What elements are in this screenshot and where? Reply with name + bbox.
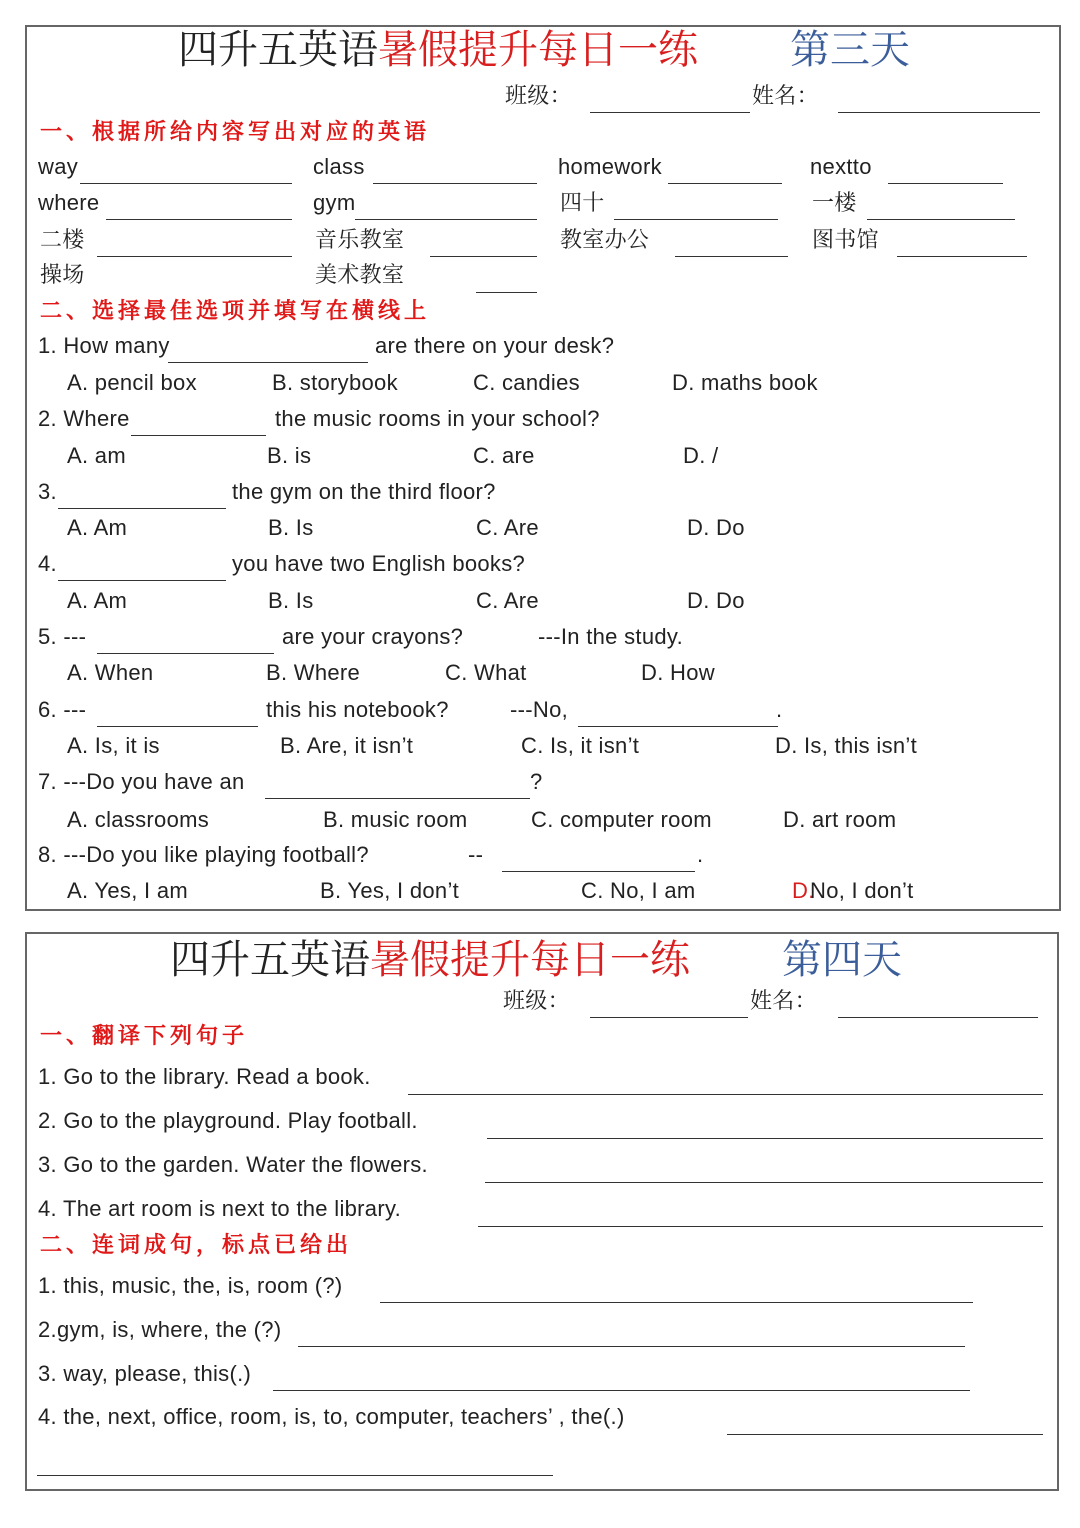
answer-blank[interactable] — [97, 726, 258, 727]
vocab-item: where — [38, 190, 100, 215]
class-blank[interactable] — [590, 1017, 748, 1018]
answer-blank[interactable] — [867, 219, 1015, 220]
question-stem: 4. — [38, 551, 57, 576]
vocab-item: 一楼 — [812, 190, 857, 215]
translate-item: 3. Go to the garden. Water the flowers. — [38, 1152, 428, 1177]
answer-blank[interactable] — [37, 1475, 553, 1476]
title-day: 第四天 — [782, 937, 902, 983]
vocab-item: class — [313, 154, 365, 179]
question-stem: 2. Where — [38, 406, 130, 431]
answer-blank[interactable] — [106, 219, 292, 220]
question-text: are your crayons? — [282, 624, 464, 649]
answer-blank[interactable] — [668, 183, 782, 184]
answer-option: C. candies — [473, 370, 580, 395]
class-label: 班级： — [503, 988, 570, 1013]
answer-option: C. Are — [476, 515, 539, 540]
answer-option: D. art room — [783, 807, 897, 832]
answer-blank[interactable] — [97, 256, 292, 257]
question-punctuation: . — [776, 697, 783, 722]
answer-blank[interactable] — [97, 653, 274, 654]
answer-option: A. classrooms — [67, 807, 210, 832]
answer-option: B. Where — [266, 660, 361, 685]
question-stem: 8. ---Do you like playing football? — [38, 842, 369, 867]
question-text: ? — [530, 769, 543, 794]
answer-blank[interactable] — [888, 183, 1003, 184]
answer-option: D. / — [683, 443, 719, 468]
reorder-item: 1. this, music, the, is, room (?) — [38, 1273, 343, 1298]
vocab-item: way — [38, 154, 79, 179]
reorder-item: 2.gym, is, where, the (?) — [38, 1317, 282, 1342]
question-punctuation: . — [697, 842, 704, 867]
answer-blank[interactable] — [265, 798, 530, 799]
answer-blank[interactable] — [380, 1302, 973, 1303]
title-practice: 暑假提升每日一练 — [370, 937, 690, 983]
question-stem: 1. How many — [38, 333, 170, 358]
name-label: 姓名： — [750, 988, 817, 1013]
title-grade: 四升五英语 — [178, 27, 378, 73]
vocab-item: 操场 — [40, 262, 85, 287]
section-heading: 二、选择最佳选项并填写在横线上 — [40, 298, 431, 323]
question-stem: 6. --- — [38, 697, 87, 722]
question-response: ---In the study. — [538, 624, 683, 649]
question-text: you have two English books? — [232, 551, 526, 576]
answer-blank[interactable] — [131, 435, 266, 436]
vocab-item: homework — [558, 154, 662, 179]
answer-option: B. Yes, I don’t — [320, 878, 460, 903]
worksheet-title — [178, 27, 698, 73]
answer-blank[interactable] — [897, 256, 1027, 257]
answer-option: A. When — [67, 660, 154, 685]
answer-option: A. Am — [67, 515, 128, 540]
answer-blank[interactable] — [614, 219, 778, 220]
reorder-item: 4. the, next, office, room, is, to, computer, teachers’ , the(.) — [38, 1404, 625, 1429]
answer-blank[interactable] — [298, 1346, 965, 1347]
question-response: -- — [468, 842, 484, 867]
question-stem: 5. --- — [38, 624, 87, 649]
vocab-item: 四十 — [560, 190, 605, 215]
answer-blank[interactable] — [373, 183, 537, 184]
name-blank[interactable] — [838, 1017, 1038, 1018]
section-heading: 一、翻译下列句子 — [40, 1023, 249, 1048]
answer-option: C. are — [473, 443, 535, 468]
class-blank[interactable] — [590, 112, 750, 113]
answer-blank[interactable] — [430, 256, 537, 257]
name-label: 姓名： — [752, 83, 819, 108]
answer-blank[interactable] — [273, 1390, 970, 1391]
answer-option: C. No, I am — [581, 878, 696, 903]
answer-option: D. — [792, 878, 815, 903]
question-stem: 3. — [38, 479, 57, 504]
vocab-item: gym — [313, 190, 356, 215]
answer-blank[interactable] — [476, 292, 537, 293]
reorder-item: 3. way, please, this(.) — [38, 1361, 252, 1386]
translate-item: 1. Go to the library. Read a book. — [38, 1064, 371, 1089]
class-label: 班级： — [505, 83, 572, 108]
question-text: the gym on the third floor? — [232, 479, 496, 504]
answer-blank[interactable] — [502, 871, 695, 872]
answer-option: No, I don’t — [810, 878, 914, 903]
vocab-item: 美术教室 — [315, 262, 405, 287]
answer-option: D. Do — [687, 515, 745, 540]
answer-blank[interactable] — [487, 1138, 1043, 1139]
vocab-item: 二楼 — [40, 227, 85, 252]
translate-item: 4. The art room is next to the library. — [38, 1196, 402, 1221]
answer-blank[interactable] — [168, 362, 368, 363]
vocab-item: nextto — [810, 154, 872, 179]
answer-blank[interactable] — [478, 1226, 1043, 1227]
answer-blank[interactable] — [727, 1434, 1043, 1435]
answer-option: A. pencil box — [67, 370, 197, 395]
answer-blank[interactable] — [355, 219, 537, 220]
question-response: ---No, — [510, 697, 569, 722]
worksheet-title — [170, 937, 690, 983]
answer-option: A. Yes, I am — [67, 878, 189, 903]
answer-option: D. How — [641, 660, 715, 685]
answer-blank[interactable] — [408, 1094, 1043, 1095]
title-grade: 四升五英语 — [170, 937, 370, 983]
answer-option: B. Is — [268, 515, 314, 540]
answer-option: D. Is, this isn’t — [775, 733, 918, 758]
translate-item: 2. Go to the playground. Play football. — [38, 1108, 418, 1133]
answer-blank[interactable] — [485, 1182, 1043, 1183]
answer-option: C. Is, it isn’t — [521, 733, 640, 758]
vocab-item: 教室办公 — [560, 227, 650, 252]
title-day: 第三天 — [790, 27, 910, 73]
answer-blank[interactable] — [58, 580, 226, 581]
answer-option: D. Do — [687, 588, 745, 613]
answer-option: B. storybook — [272, 370, 398, 395]
section-heading: 一、根据所给内容写出对应的英语 — [40, 119, 431, 144]
section-heading: 二、连词成句，标点已给出 — [40, 1232, 353, 1257]
question-text: are there on your desk? — [375, 333, 615, 358]
answer-option: A. Is, it is — [67, 733, 160, 758]
vocab-item: 音乐教室 — [315, 227, 405, 252]
name-blank[interactable] — [838, 112, 1040, 113]
answer-blank[interactable] — [578, 726, 778, 727]
answer-blank[interactable] — [58, 508, 226, 509]
vocab-item: 图书馆 — [812, 227, 879, 252]
answer-blank[interactable] — [675, 256, 788, 257]
question-stem: 7. ---Do you have an — [38, 769, 245, 794]
answer-option: B. is — [267, 443, 312, 468]
question-text: the music rooms in your school? — [275, 406, 600, 431]
question-text: this his notebook? — [266, 697, 449, 722]
answer-option: C. What — [445, 660, 527, 685]
answer-option: A. am — [67, 443, 126, 468]
title-practice: 暑假提升每日一练 — [378, 27, 698, 73]
answer-option: A. Am — [67, 588, 128, 613]
answer-option: B. music room — [323, 807, 468, 832]
answer-blank[interactable] — [80, 183, 292, 184]
answer-option: B. Is — [268, 588, 314, 613]
answer-option: D. maths book — [672, 370, 818, 395]
answer-option: C. Are — [476, 588, 539, 613]
answer-option: B. Are, it isn’t — [280, 733, 414, 758]
answer-option: C. computer room — [531, 807, 712, 832]
